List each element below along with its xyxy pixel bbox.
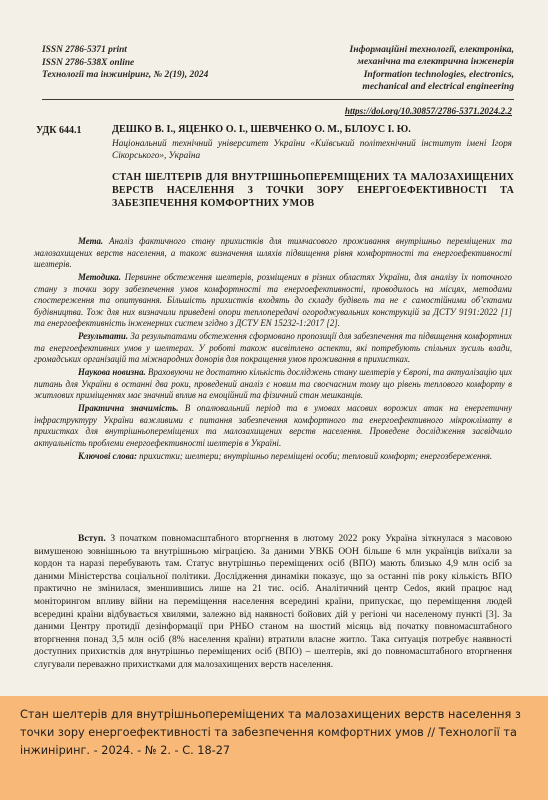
method-text: Первинне обстеження шелтерів, розміщених в різних областях України, для аналізу їх поточного стану з точки зору забезпечення умов комфортності та енергоефективності, проводилось на місцях, методами спостереження та опитування. Більшість прихистків входять до складу будівель та не є самостійними об’єктами будівництва. Тож для них визначили приведені опори теплопередачі огороджувальних конструкцій за ДСТУ 9191:2022 [1] та енергоефективність інженерних систем згідно з ДСТУ EN 15232-1:2017 [2]. <box>34 271 512 329</box>
intro-label: Вступ. <box>78 534 106 544</box>
abstract-goal <box>34 236 512 271</box>
novelty-text: Враховуючи не достатню кількість досліджень стану шелтерів у Європі, та актуалізацію цих питань для України в останні два роки, проведений аналіз є новим та своєчасним тому що рівень теплового комфорту в житлових приміщеннях має значний вплив на емоційний та фізичний стан мешканців. <box>34 367 513 401</box>
goal-label: Мета. <box>78 236 104 246</box>
issn-print: ISSN 2786-5371 print <box>42 45 127 55</box>
citation-banner <box>0 696 548 800</box>
section-en-line-1: Information technologies, electronics, <box>363 68 514 80</box>
novelty-label: Наукова новизна. <box>78 367 146 378</box>
section-ua-line-1: Інформаційні технології, електроніка, <box>349 44 514 55</box>
results-label: Результати. <box>78 331 129 342</box>
section-ua-line-2: механічна та електрична інженерія <box>357 56 514 68</box>
journal-issue: Технології та інжиніринг, № 2(19), 2024 <box>42 70 209 81</box>
abstract-keywords <box>34 451 512 463</box>
journal-issn-block <box>42 44 208 82</box>
keywords-text: прихистки; шелтери; внутрішньо переміщені особи; тепловий комфорт; енергозбереження. <box>139 450 493 461</box>
article-title: СТАН ШЕЛТЕРІВ ДЛЯ ВНУТРІШНЬОПЕРЕМІЩЕНИХ ТА МАЛОЗАХИЩЕНИХ ВЕРСТВ НАСЕЛЕННЯ З ТОЧКИ ЗОРУ ЕНЕРГОЕФЕКТИВНОСТІ ТА ЗАБЕЗПЕЧЕННЯ КОМФОРТНИХ УМОВ <box>112 172 514 209</box>
authors: ДЕШКО В. І., ЯЦЕНКО О. І., ШЕВЧЕНКО О. М., БІЛОУС І. Ю. <box>112 124 411 135</box>
issn-online: ISSN 2786-538X online <box>42 57 135 68</box>
introduction <box>34 533 512 672</box>
udk-code: УДК 644.1 <box>36 125 82 136</box>
method-label: Методика. <box>78 271 121 282</box>
keywords-label: Ключові слова: <box>78 450 137 461</box>
journal-section-block <box>304 44 514 94</box>
abstract-practical <box>34 403 512 449</box>
practical-text: В опалювальний період та в умовах масових ворожих атак на енергетичну інфраструктуру України важливими є питання забезпечення комфортного та енергоефективного мікроклімату в прихистках для внутрішньопереміщених та малозахищених верств населення. Проведене дослідження засвідчило актуальність проблеми енергоефективності шелтерів в Україні. <box>34 403 513 448</box>
abstract <box>34 236 512 463</box>
header-divider <box>42 99 514 100</box>
abstract-results <box>34 331 512 366</box>
affiliation: Національний технічний університет України «Київський політехнічний інститут імені Ігоря Сікорського», Україна <box>112 139 512 161</box>
citation-text: Стан шелтерів для внутрішньопереміщених та малозахищених верств населення з точки зору енергоефективності та забезпечення комфортних умов // Технології та інжиніринг. - 2024. - № 2. - С. 18-27 <box>20 708 521 757</box>
abstract-method <box>34 272 512 330</box>
goal-text: Аналіз фактичного стану прихистків для тимчасового проживання внутрішньо переміщених та малозахищених верств населення, а також визначення шляхів підвищення рівня комфортності та енергоефективності шелтерів. <box>34 236 513 270</box>
results-text: За результатами обстеження сформовано пропозиції для забезпечення та підвищення комфортних та енергоефективних умов у шелтерах. У роботі також висвітлено аспекти, які потребують спільних зусиль влади, громадських організацій та міжнародних донорів для покращення умов проживання в прихистках. <box>34 331 512 365</box>
doi-link[interactable]: https://doi.org/10.30857/2786-5371.2024.2.2 <box>344 106 512 116</box>
section-en-line-2: mechanical and electrical engineering <box>362 81 514 93</box>
intro-paragraph <box>34 533 512 672</box>
abstract-novelty <box>34 367 512 402</box>
practical-label: Практична значимість. <box>78 403 179 414</box>
intro-text: З початком повномасштабного вторгнення в лютому 2022 року Україна зіткнулася з масовою вимушеною зовнішньою та внутрішньою міграцією. За даними УВКБ ООН більше 6 млн українців виїхали за кордон та наразі перебувають там. Статус внутрішньо переміщених осіб (ВПО) мають близько 4,9 млн осіб за даними Міністерства соціальної політики. Дослідження динаміки показує, що за останні пів року кількість ВПО практично не змінилася, зменшившись лише на 21 тис. осіб. Аналітичний центр Cedos, який працює над моніторингом впливу війни на переміщення населення всередині країни, припускає, що переміщення людей всередині країни відбувається хвилями, залежно від наявності бойових дій у регіоні чи населеному пункті [3]. За даними Центру протидії дезінформації при РНБО станом на шостий місяць від початку повномасштабного вторгнення понад 3,5 млн осіб (8% населення країни) втратили власне житло. Така ситуація потребує наявності доступних прихистків для внутрішньо переміщених осіб (ВПО) – шелтерів, які до повномасштабного вторгнення слугували переважно прихистками для малозахищених верств населення. <box>34 534 513 670</box>
